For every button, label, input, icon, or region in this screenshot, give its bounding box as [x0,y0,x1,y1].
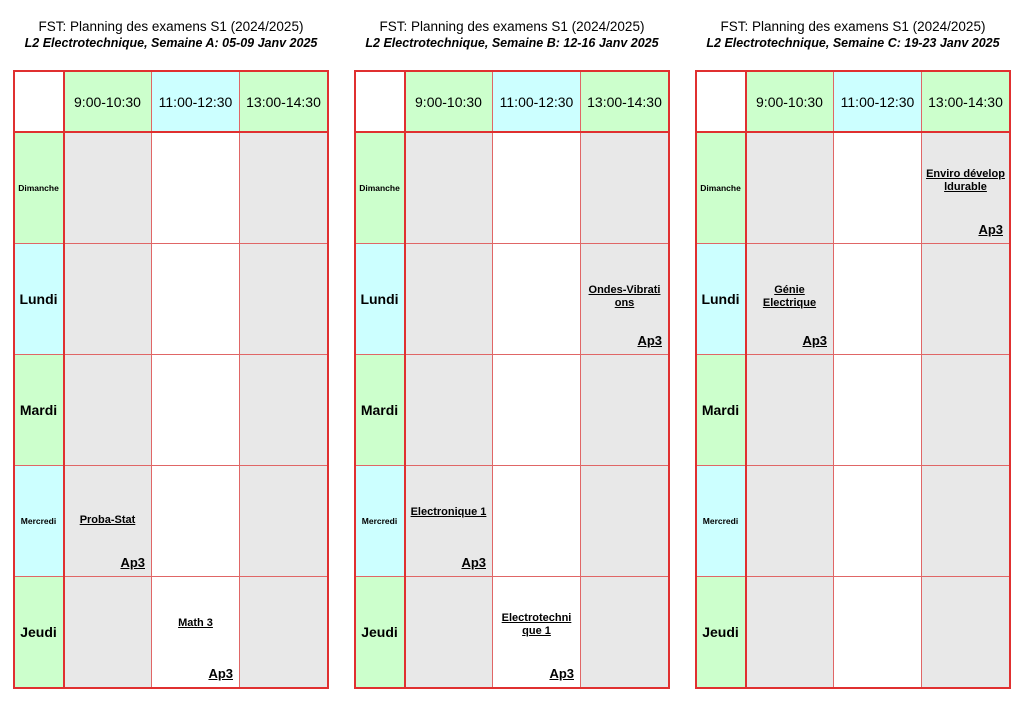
schedule-cell [240,133,328,244]
schedule-cell [152,355,240,466]
week-title: FST: Planning des examens S1 (2024/2025) [379,19,645,34]
schedule-cell [405,466,493,577]
exam-course: Enviro dévelop ldurable [926,168,1005,193]
week-header [354,19,670,51]
exam-course: Electronique 1 [410,506,487,518]
schedule-cell [581,466,669,577]
slot-header: 11:00-12:30 [493,72,581,133]
slot-header: 9:00-10:30 [405,72,493,133]
schedule-cell [493,244,581,355]
slot-header: 13:00-14:30 [240,72,328,133]
schedule-cell [834,133,922,244]
schedule-cell [405,133,493,244]
week-header [13,19,329,51]
schedule-cell [746,466,834,577]
day-label: Lundi [14,244,64,355]
day-label: Dimanche [14,133,64,244]
schedule-cell [746,355,834,466]
schedule-cell [152,244,240,355]
exam-room: Ap3 [637,333,662,348]
schedule-cell [152,466,240,577]
corner-cell [696,72,746,133]
schedule-cell [493,466,581,577]
day-label: Jeudi [14,577,64,688]
exam-course: Electrotechni que 1 [501,612,572,637]
week-header [695,19,1011,51]
day-label: Mercredi [696,466,746,577]
schedule-cell [922,133,1010,244]
exam-course: Génie Electrique [762,284,817,309]
day-label: Dimanche [355,133,405,244]
day-label: Lundi [696,244,746,355]
slot-header: 9:00-10:30 [746,72,834,133]
schedule-cell [240,577,328,688]
schedule-cell [405,355,493,466]
week-title: FST: Planning des examens S1 (2024/2025) [38,19,304,34]
schedule-cell [581,133,669,244]
slot-header: 13:00-14:30 [922,72,1010,133]
week-subtitle: L2 Electrotechnique, Semaine A: 05-09 Janv 2025 [24,36,318,50]
schedule-cell [922,355,1010,466]
schedule-cell [834,577,922,688]
schedule-cell [493,133,581,244]
schedule-cell [240,466,328,577]
day-label: Mercredi [355,466,405,577]
exam-room: Ap3 [978,222,1003,237]
schedule-grid [13,71,328,688]
schedule-cell [64,355,152,466]
schedule-grid [695,71,1010,688]
exam-room: Ap3 [549,666,574,681]
schedule-cell [240,244,328,355]
schedule-cell [581,355,669,466]
schedule-cell [746,577,834,688]
schedule-cell [64,133,152,244]
schedule-cell [405,244,493,355]
day-label: Dimanche [696,133,746,244]
day-label: Mardi [14,355,64,466]
corner-cell [14,72,64,133]
schedule-cell [922,466,1010,577]
schedule-cell [64,577,152,688]
schedule-cell [834,355,922,466]
day-label: Lundi [355,244,405,355]
corner-cell [355,72,405,133]
schedule-cell [834,244,922,355]
schedule-cell [152,133,240,244]
exam-room: Ap3 [802,333,827,348]
schedule-cell [581,244,669,355]
schedule-cell [152,577,240,688]
exam-room: Ap3 [120,555,145,570]
exam-course: Proba-Stat [79,514,136,526]
schedule-grid [354,71,669,688]
exam-course: Ondes-Vibrati ons [588,284,661,309]
schedule-cell [493,577,581,688]
schedule-cell [922,577,1010,688]
day-label: Mardi [696,355,746,466]
schedule-cell [64,244,152,355]
exam-course: Math 3 [178,617,213,629]
week-subtitle: L2 Electrotechnique, Semaine B: 12-16 Janv 2025 [365,36,659,50]
week-title: FST: Planning des examens S1 (2024/2025) [720,19,986,34]
exam-room: Ap3 [461,555,486,570]
week-subtitle: L2 Electrotechnique, Semaine C: 19-23 Janv 2025 [706,36,1000,50]
schedule-cell [834,466,922,577]
schedule-cell [922,244,1010,355]
schedule-cell [581,577,669,688]
slot-header: 13:00-14:30 [581,72,669,133]
schedule-cell [64,466,152,577]
day-label: Jeudi [696,577,746,688]
schedule-cell [240,355,328,466]
slot-header: 11:00-12:30 [152,72,240,133]
slot-header: 11:00-12:30 [834,72,922,133]
schedule-cell [746,133,834,244]
schedule-cell [493,355,581,466]
slot-header: 9:00-10:30 [64,72,152,133]
day-label: Jeudi [355,577,405,688]
schedule-cell [405,577,493,688]
exam-room: Ap3 [208,666,233,681]
day-label: Mardi [355,355,405,466]
schedule-cell [746,244,834,355]
day-label: Mercredi [14,466,64,577]
